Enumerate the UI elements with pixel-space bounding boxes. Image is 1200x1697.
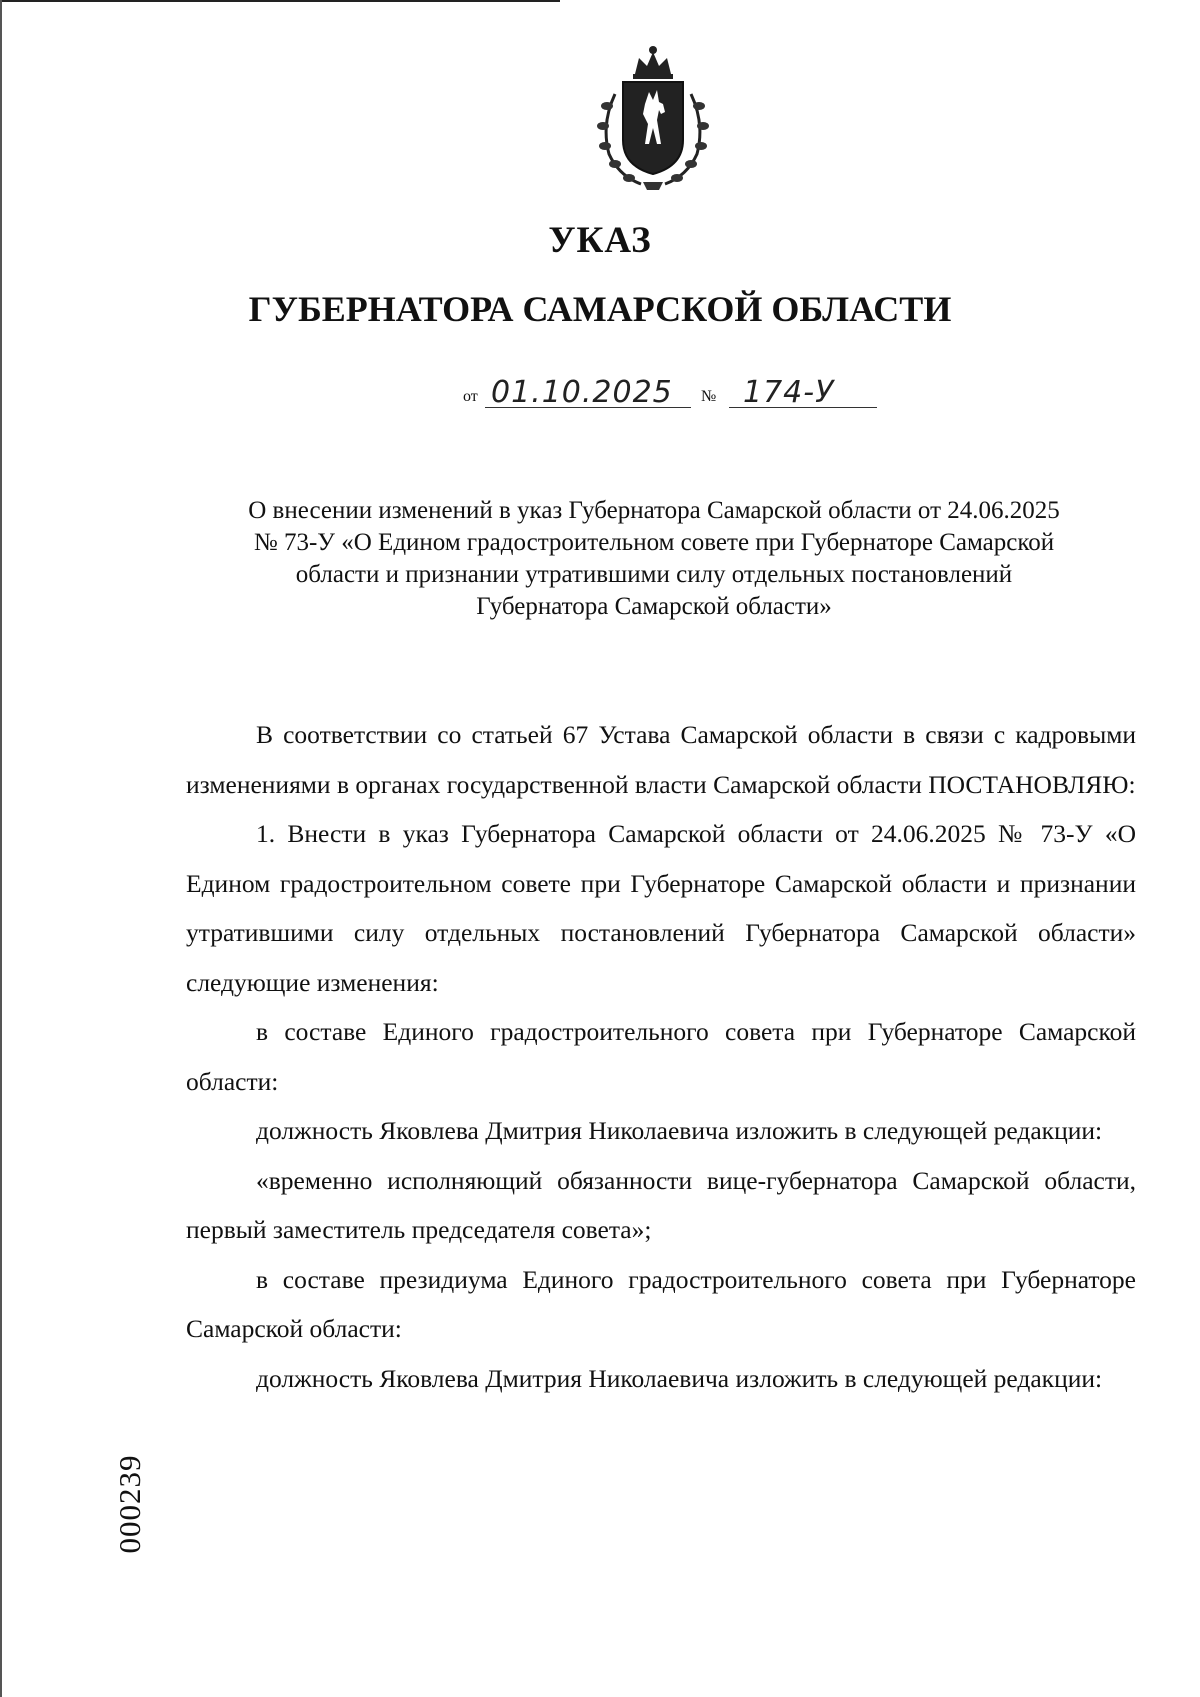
number-prefix: № [701,388,717,405]
paragraph-item-1: 1. Внести в указ Губернатора Самарской области от 24.06.2025 № 73-У «О Едином градостроительном совете при Губернаторе Самарской области и признании утратившими силу отдельных постановлений Губернатора Самарской области» следующие изменения: [186,819,1136,997]
subject-line: области и признании утратившими силу отдельных постановлений [295,561,1013,588]
paragraph-position-change: должность Яковлева Дмитрия Николаевича изложить в следующей редакции: [256,1116,1103,1145]
document-subject [186,495,1122,623]
serial-number: 000239 [112,1454,147,1554]
handwritten-date: 01.10.2025 [491,375,673,410]
paragraph-position-change-2: должность Яковлева Дмитрия Николаевича изложить в следующей редакции: [256,1363,1103,1393]
issuing-authority: ГУБЕРНАТОРА САМАРСКОЙ ОБЛАСТИ [248,289,952,329]
subject-line: О внесении изменений в указ Губернатора Самарской области от 24.06.2025 [248,497,1060,524]
paragraph-new-position-text: «временно исполняющий обязанности вице-губернатора Самарской области, первый заместитель председателя совета»; [186,1165,1136,1244]
subject-line: № 73-У «О Едином градостроительном совете при Губернаторе Самарской [253,529,1055,556]
coat-of-arms-emblem [593,44,713,190]
document-heading: УКАЗ [548,220,652,261]
date-number-line [463,372,883,412]
handwritten-number: 174-У [743,375,835,410]
scan-edge-top [0,0,560,2]
subject-line: Губернатора Самарской области» [476,593,832,620]
paragraph-presidium-composition: в составе президиума Единого градостроительного совета при Губернаторе Самарской области: [186,1264,1136,1343]
document-body [186,710,1136,1403]
date-prefix: от [463,388,478,405]
paragraph-preamble: В соответствии со статьей 67 Устава Самарской области в связи с кадровыми изменениями в органах государственной власти Самарской области ПОСТАНОВЛЯЮ: [186,720,1136,799]
paragraph-council-composition: в составе Единого градостроительного совета при Губернаторе Самарской области: [186,1017,1136,1096]
serial-number-stamp [112,1444,147,1564]
